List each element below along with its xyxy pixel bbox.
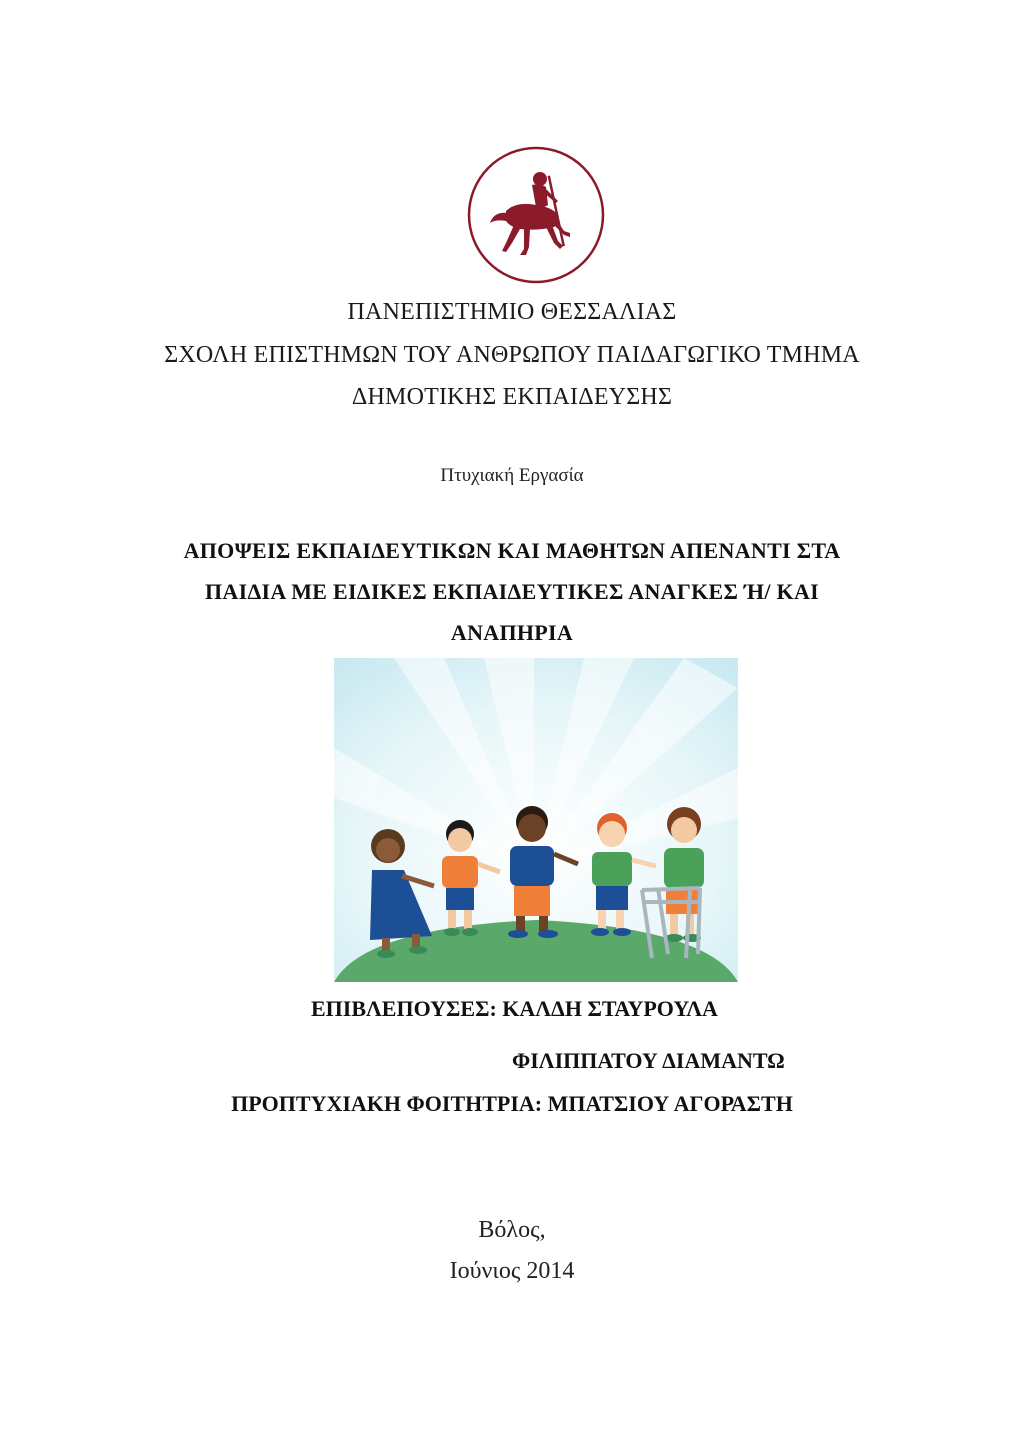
title-line: ΠΑΙΔΙΑ ΜΕ ΕΙΔΙΚΕΣ ΕΚΠΑΙΔΕΥΤΙΚΕΣ ΑΝΑΓΚΕΣ Ή/ ΚΑΙ <box>205 579 819 604</box>
supervisors-label: ΕΠΙΒΛΕΠΟΥΣΕΣ: <box>311 996 497 1021</box>
student-line <box>0 1093 1024 1115</box>
supervisor-2: ΦΙΛΙΠΠΑΤΟΥ ΔΙΑΜΑΝΤΩ <box>512 1048 785 1073</box>
title-line: ΑΠΟΨΕΙΣ ΕΚΠΑΙΔΕΥΤΙΚΩΝ ΚΑΙ ΜΑΘΗΤΩΝ ΑΠΕΝΑΝΤΙ ΣΤΑ <box>183 538 841 563</box>
title-line: ΑΝΑΠΗΡΙΑ <box>450 620 574 645</box>
division-name: ΔΗΜΟΤΙΚΗΣ ΕΚΠΑΙΔΕΥΣΗΣ <box>351 384 673 410</box>
document-type: Πτυχιακή Εργασία <box>440 465 584 486</box>
children-holding-hands-illustration <box>334 658 738 982</box>
university-seal-icon <box>466 145 606 285</box>
place: Βόλος, <box>478 1217 546 1243</box>
student-label: ΠΡΟΠΤΥΧΙΑΚΗ ΦΟΙΤΗΤΡΙΑ: <box>231 1091 543 1116</box>
student-name: ΜΠΑΤΣΙΟΥ ΑΓΟΡΑΣΤΗ <box>547 1091 793 1116</box>
school-department: ΣΧΟΛΗ ΕΠΙΣΤΗΜΩΝ ΤΟΥ ΑΝΘΡΩΠΟΥ ΠΑΙΔΑΓΩΓΙΚΟ ΤΜΗΜΑ <box>164 342 860 368</box>
university-name: ΠΑΝΕΠΙΣΤΗΜΙΟ ΘΕΣΣΑΛΙΑΣ <box>347 299 677 325</box>
supervisor-1: ΚΑΛΔΗ ΣΤΑΥΡΟΥΛΑ <box>502 996 718 1021</box>
date: Ιούνιος 2014 <box>449 1258 575 1284</box>
supervisors-line <box>311 998 718 1020</box>
